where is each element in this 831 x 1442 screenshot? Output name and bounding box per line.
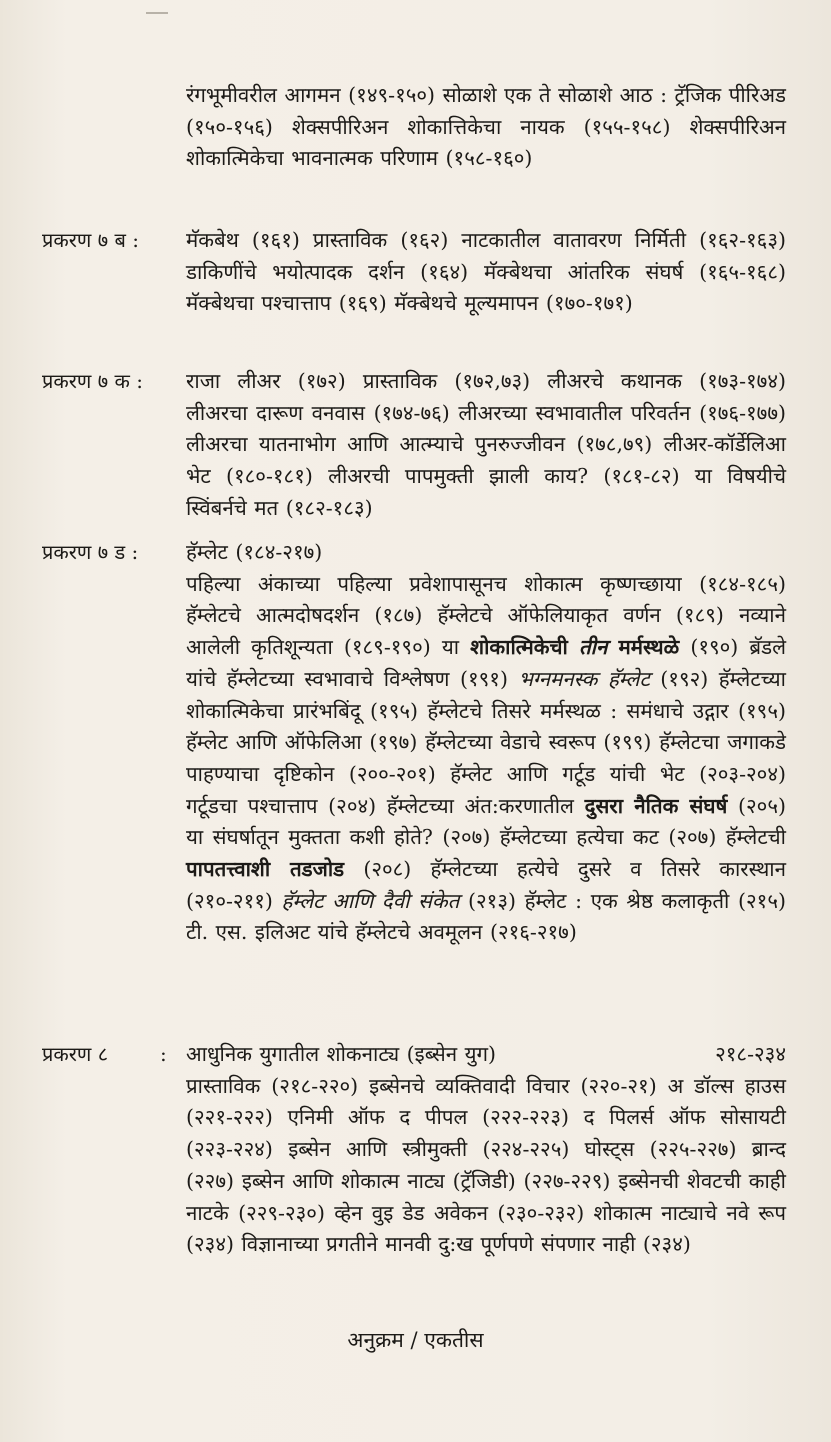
chapter-label: प्रकरण ७ ड : (42, 540, 139, 564)
bold-phrase: पापतत्त्वाशी तडजोड (186, 857, 345, 882)
bold-phrase: दुसरा नैतिक संघर्ष (584, 793, 728, 818)
page-edge-mark (146, 12, 168, 14)
chapter-heading-row (186, 1039, 786, 1071)
text-span: (१९२) हॅम्लेटच्या शोकात्मिकेचा प्रारंभबिंदू (१९५) हॅम्लेटचे तिसरे मर्मस्थळ : समंधाचे उद्गार (१९५) हॅम्लेट आणि ऑफेलिआ (१९७) हॅम्लेटच्या वेडाचे स्वरूप (१९९) हॅम्लेटचा जगाकडे पाहण्याचा दृष्टिकोन (२००-२०१) हॅम्लेट आणि गर्टूड यांची भेट (२०३-२०४) गर्टूडचा पश्चात्ताप (२०४) हॅम्लेटच्या अंत:करणातील (186, 666, 786, 818)
chapter-heading: आधुनिक युगातील शोकनाट्य (इब्सेन युग) (186, 1042, 497, 1066)
italic-phrase: भग्नमनस्क हॅम्लेट (518, 666, 650, 691)
entry-text: मॅकबेथ (१६१) प्रास्ताविक (१६२) नाटकातील वातावरण निर्मिती (१६२-१६३) डाकिणींचे भयोत्पादक दर्शन (१६४) मॅक्बेथचा आंतरिक संघर्ष (१६५-१६८) मॅक्बेथचा पश्चात्ताप (१६९) मॅक्बेथचे मूल्यमापन (१७०-१७१) (186, 228, 786, 316)
entry-text: राजा लीअर (१७२) प्रास्ताविक (१७२,७३) लीअरचे कथानक (१७३-१७४) लीअरचा दारूण वनवास (१७४-७६) लीअरच्या स्वभावातील परिवर्तन (१७६-१७७) लीअरचा यातनाभोग आणि आत्म्याचे पुनरुज्जीवन (१७८,७९) लीअर-कॉर्डेलिआ भेट (१८०-१८१) लीअरची पापमुक्ती झाली काय? (१८१-८२) या विषयीचे स्विंबर्नचे मत (१८२-१८३) (186, 369, 786, 520)
entry-text (186, 537, 786, 949)
label-colon: : (160, 1042, 167, 1066)
chapter-label-text: प्रकरण ८ (42, 1042, 109, 1066)
chapter-label: प्रकरण ७ ब : (42, 228, 140, 252)
text-span: (२०५) या संघर्षातून मुक्तता कशी होते? (२०७) हॅम्लेटच्या हत्येचा कट (२०७) हॅम्लेटची (186, 793, 786, 850)
bold-phrase: मर्मस्थळे (618, 635, 680, 660)
text-span: (२१३) हॅम्लेट : एक श्रेष्ठ कलाकृती (२१५) टी. एस. इलिअट यांचे हॅम्लेटचे अवमूलन (२१६-२१७) (186, 888, 786, 945)
entry-subtopics (186, 569, 786, 949)
text-span: पहिल्या अंकाच्या पहिल्या प्रवेशापासूनच शोकात्म कृष्णच्छाया (१८४-१८५) हॅम्लेटचे आत्मदोषदर्शन (१८७) हॅम्लेटचे ऑफेलियाकृत वर्णन (१८९) नव्याने आलेली कृतिशून्यता (१८९-१९०) या (186, 571, 786, 660)
page-range: २१८-२३४ (715, 1042, 786, 1066)
bold-phrase: शोकात्मिकेची (470, 635, 568, 660)
chapter-label: प्रकरण ७ क : (42, 369, 143, 393)
entry-text (186, 1039, 786, 1261)
chapter-heading: हॅम्लेट (१८४-२१७) (186, 540, 323, 564)
italic-phrase: हॅम्लेट आणि दैवी संकेत (281, 888, 460, 913)
page-footer: अनुक्रम / एकतीस (347, 1328, 484, 1352)
entry-subtopics: प्रास्ताविक (२१८-२२०) इब्सेनचे व्यक्तिवादी विचार (२२०-२१) अ डॉल्स हाउस (२२१-२२२) एनिमी ऑफ द पीपल (२२२-२२३) द पिलर्स ऑफ सोसायटी (२२३-२२४) इब्सेन आणि स्त्रीमुक्ती (२२४-२२५) घोस्ट्स (२२५-२२७) ब्रान्द (२२७) इब्सेन आणि शोकात्म नाट्य (ट्रॅजिडी) (२२७-२२९) इब्सेनची शेवटची काही नाटके (२२९-२३०) व्हेन वुइ डेड अवेकन (२३०-२३२) शोकात्म नाट्याचे नवे रूप (२३४) विज्ञानाच्या प्रगतीने मानवी दु:ख पूर्णपणे संपणार नाही (२३४) (186, 1073, 786, 1257)
entry-text: रंगभूमीवरील आगमन (१४९-१५०) सोळाशे एक ते सोळाशे आठ : ट्रॅजिक पीरिअड (१५०-१५६) शेक्सपीरिअन शोकात्तिकेचा नायक (१५५-१५८) शेक्सपीरिअन शोकात्मिकेचा भावनात्मक परिणाम (१५८-१६०) (186, 83, 786, 171)
chapter-label (42, 1039, 180, 1071)
text-span: (१९०) ब्रॅडले यांचे हॅम्लेटच्या स्वभावाचे विश्लेषण (१९१) (186, 635, 786, 691)
bold-italic-phrase: तीन (578, 635, 608, 660)
text-span: (२०८) हॅम्लेटच्या हत्येचे दुसरे व तिसरे कारस्थान (२१०-२११) (186, 857, 786, 913)
